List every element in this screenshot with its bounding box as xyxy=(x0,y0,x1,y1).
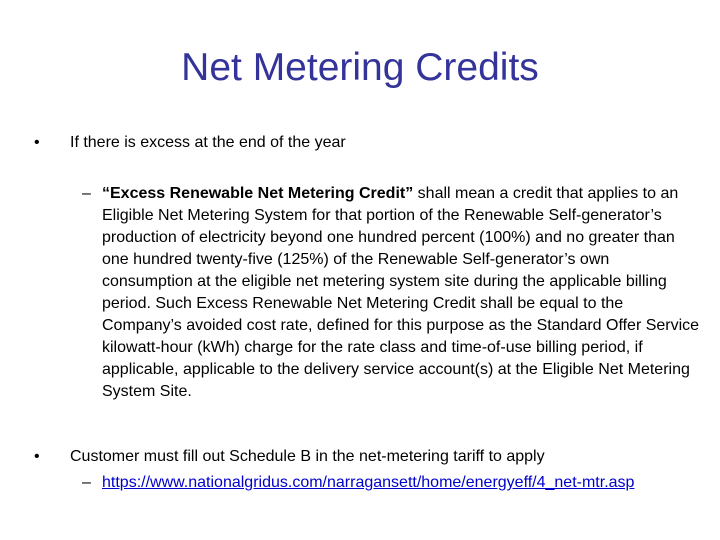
sub-item-definition xyxy=(82,183,702,403)
tariff-link[interactable]: https://www.nationalgridus.com/narragansett/home/energyeff/4_net-mtr.asp xyxy=(102,474,635,491)
bullet-text: Customer must fill out Schedule B in the net-metering tariff to apply xyxy=(70,448,545,465)
definition-term: “Excess Renewable Net Metering Credit” xyxy=(102,185,414,202)
definition-paragraph xyxy=(102,183,702,403)
sub-item-marker: – xyxy=(82,185,91,202)
bullet-text: If there is excess at the end of the year xyxy=(70,134,346,151)
sub-item-marker: – xyxy=(82,474,91,491)
definition-text: shall mean a credit that applies to an Eligible Net Metering System for that portion of the Renewable Self-generator’s production of electricity beyond one hundred percent (100%) and no greater than one hundred twenty-five (125%) of the Renewable Self-generator’s own consumption at the eligible net metering system site during the applicable billing period. Such Excess Renewable Net Metering Credit shall be equal to the Company’s avoided cost rate, defined for this purpose as the Standard Offer Service kilowatt-hour (kWh) charge for the rate class and time-of-use billing period, if applicable, applicable to the delivery service account(s) at the Eligible Net Metering System Site. xyxy=(102,185,700,400)
bullet-marker: • xyxy=(34,448,40,465)
slide-title: Net Metering Credits xyxy=(181,46,539,89)
bullet-marker: • xyxy=(34,134,40,151)
link-container xyxy=(102,472,682,494)
sub-item-link xyxy=(82,472,682,494)
